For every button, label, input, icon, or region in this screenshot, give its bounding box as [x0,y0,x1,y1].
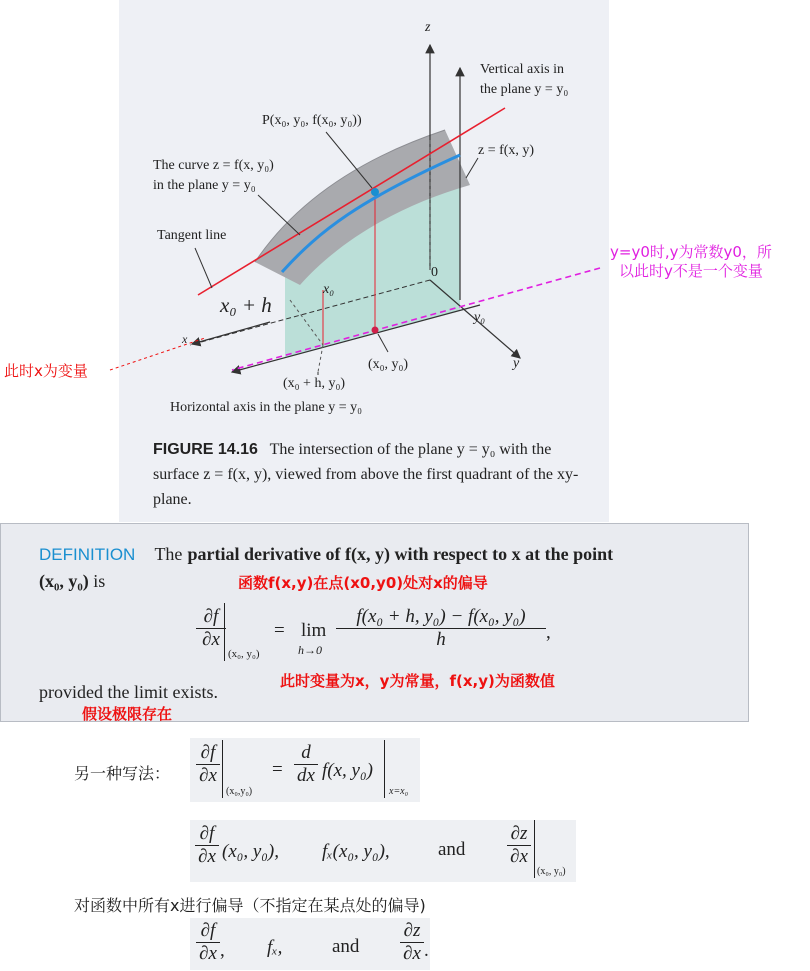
point-p [371,188,379,196]
point-x0y0-label: (x₀, y₀) [368,357,409,372]
y-axis-label: y [513,356,520,371]
horizontal-axis-label: Horizontal axis in the plane y = y₀ [170,400,363,415]
alt-d-den: dx [297,765,315,786]
alt-n1-fraction [195,823,219,868]
definition-bold: partial derivative of f(x, y) with respect to x at the point [187,544,614,564]
def-frac-den: h [436,629,446,650]
alt-lhs-num: ∂f [196,742,220,765]
general-formula-bg [190,918,430,970]
alt-rhs-bar [384,740,385,798]
alt-lhs-fraction [196,742,220,787]
leader-curve [258,195,300,235]
definition-is: is [93,571,106,591]
leader-surface [466,158,478,178]
general-g3-fraction [400,920,424,965]
general-g2: fₓ, [267,937,283,958]
figure-caption [153,437,598,512]
def-eval-bar [224,603,225,661]
general-and: and [332,936,360,957]
definition-the: The [154,544,183,564]
variable-note: 此时变量为x，y为常量，f(x,y)为函数值 [280,672,555,690]
def-frac-num: f(x₀ + h, y₀) − f(x₀, y₀) [336,606,546,629]
caption-text: The intersection of the plane y = y₀ with the surface z = f(x, y), viewed from above the first quadrant of the xy-plane. [153,441,579,508]
partial-title-note: 函数f(x,y)在点(x0,y0)处对x的偏导 [238,574,488,592]
alt-n3-fraction [507,823,531,868]
vertical-axis-label-2: the plane y = y₀ [480,82,569,97]
general-g1-trail: , [220,940,225,961]
def-lhs-fraction [196,606,226,651]
definition-point: (x₀, y₀) [39,571,89,591]
vertical-axis-label-1: Vertical axis in [480,62,564,77]
def-lim: lim [301,620,327,641]
general-label: 对函数中所有x进行偏导（不指定在某点处的偏导) [74,896,426,915]
alt-n1-den: ∂x [198,846,216,867]
general-g1-num: ∂f [196,920,220,943]
alt-n2: fₓ(x₀, y₀), [322,841,390,862]
alt-n1-num: ∂f [195,823,219,846]
caption-label: FIGURE 14.16 [153,441,258,458]
def-eq: = [274,620,285,641]
alt-d-fraction [294,742,318,787]
point-p-label: P(x₀, y₀, f(x₀, y₀)) [262,113,362,128]
x-axis-label: x [182,332,188,346]
def-eval-at: (x₀, y₀) [228,648,260,660]
general-g1-fraction [196,920,220,965]
def-lhs-den: ∂x [202,629,220,650]
alt-eq: = [272,759,283,780]
alt-n3-den: ∂x [510,846,528,867]
alt-n1-arg: (x₀, y₀), [222,841,279,862]
alt-rhs-eval: x=x₀ [389,786,409,797]
alt-notation-label: 另一种写法： [74,764,171,783]
alt-fn: f(x, y₀) [322,760,373,781]
x0-label: x₀ [323,282,335,297]
alt-and: and [438,839,466,860]
def-fraction [336,606,546,651]
leader-base [378,334,388,352]
red-dotted-line [110,338,205,370]
leader-tangent [195,248,212,288]
definition-line-1 [39,544,739,565]
origin-label: 0 [431,265,438,280]
x-axis-solid [192,322,270,344]
z-axis-label: z [425,20,431,35]
general-g3-num: ∂z [400,920,424,943]
tangent-line-label: Tangent line [157,228,227,243]
general-g3-trail: . [424,940,429,961]
general-g1-den: ∂x [199,943,217,964]
x0-plus-h-label: x₀ + h [220,293,272,317]
general-g3-den: ∂x [403,943,421,964]
alt-lhs-eval: (x₀,y₀) [226,786,253,797]
curve-label-1: The curve z = f(x, y₀) [153,158,274,173]
definition-line-2 [39,571,105,592]
alt-lhs-bar [222,740,223,798]
def-lhs-num: ∂f [196,606,226,629]
y0-label: y₀ [474,310,486,325]
point-x0h-label: (x₀ + h, y₀) [283,376,345,391]
def-lim-sub: h→0 [298,643,322,657]
alt-n3-num: ∂z [507,823,531,846]
definition-keyword: DEFINITION [39,545,136,564]
def-trail: , [546,622,551,643]
y-const-line-1: y=y0时,y为常数y0，所 [610,243,772,261]
alt-n3-bar [534,820,535,878]
y-const-note [610,243,772,281]
alt-n3-eval: (x₀, y₀) [537,866,566,877]
point-base [372,327,379,334]
y-const-line-2: 以此时y不是一个变量 [619,262,763,280]
provided-text: provided the limit exists. [39,682,218,702]
curve-label-2: in the plane y = y₀ [153,178,256,193]
limit-exists-note: 假设极限存在 [82,705,173,723]
x-variable-note: 此时x为变量 [4,362,88,380]
alt-lhs-den: ∂x [199,765,217,786]
surface-label: z = f(x, y) [478,143,535,158]
alt-d-num: d [294,742,318,765]
